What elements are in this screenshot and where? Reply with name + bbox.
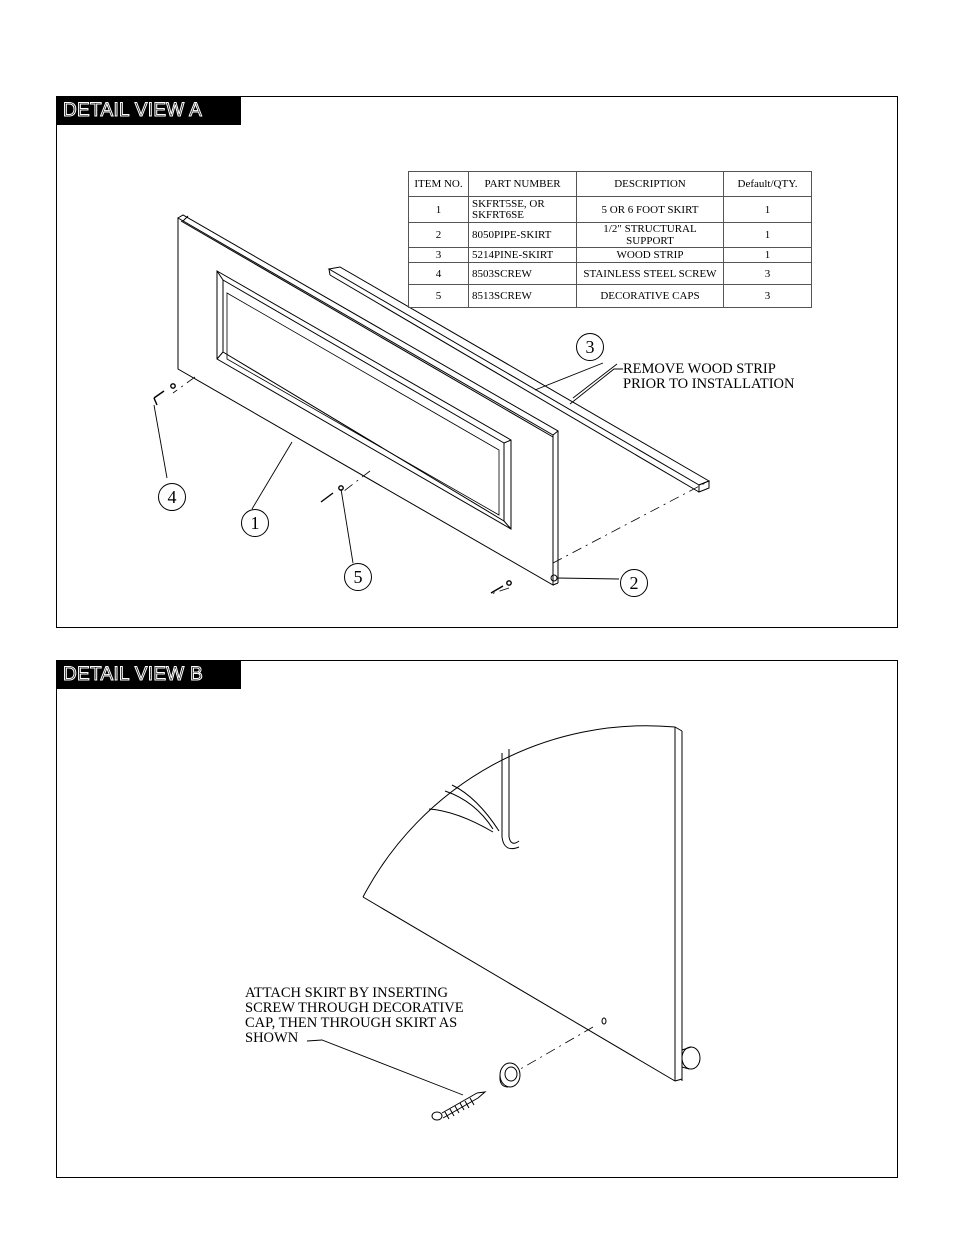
header-item-no: ITEM NO. [409, 172, 469, 197]
parts-table-header [409, 172, 812, 197]
qty-cell: 3 [724, 285, 812, 308]
item-no-cell: 5 [409, 285, 469, 308]
detail-view-a-title: DETAIL VIEW A [63, 100, 203, 121]
item-no-cell: 2 [409, 223, 469, 248]
part-number-cell: 8503SCREW [469, 263, 577, 285]
remove-wood-strip-note: REMOVE WOOD STRIP PRIOR TO INSTALLATION [623, 361, 795, 392]
pipe-end [682, 1047, 700, 1069]
description-cell: STAINLESS STEEL SCREW [577, 263, 724, 285]
part-number-cell: 8050PIPE-SKIRT [469, 223, 577, 248]
screw-attachment-drawing [57, 661, 897, 1177]
screw [432, 1092, 485, 1120]
callout-2: 2 [620, 569, 648, 597]
table-row [409, 248, 812, 263]
decorative-cap [500, 1063, 520, 1087]
callout-3: 3 [576, 333, 604, 361]
qty-cell: 3 [724, 263, 812, 285]
leader-line [307, 1040, 463, 1095]
table-row [409, 285, 812, 308]
table-row [409, 263, 812, 285]
qty-cell: 1 [724, 223, 812, 248]
centerline [517, 1027, 593, 1071]
table-row [409, 197, 812, 223]
description-cell: WOOD STRIP [577, 248, 724, 263]
table-row [409, 223, 812, 248]
description-cell: 1/2" STRUCTURAL SUPPORT [577, 223, 724, 248]
header-description: DESCRIPTION [577, 172, 724, 197]
callout-4: 4 [158, 483, 186, 511]
detail-view-b-panel [56, 660, 898, 1178]
detail-view-a-panel [56, 96, 898, 628]
screw-hole [602, 1018, 606, 1024]
callout-1: 1 [241, 509, 269, 537]
item-no-cell: 4 [409, 263, 469, 285]
callout-5: 5 [344, 563, 372, 591]
item-no-cell: 3 [409, 248, 469, 263]
part-number-cell: 8513SCREW [469, 285, 577, 308]
description-cell: 5 OR 6 FOOT SKIRT [577, 197, 724, 223]
item-no-cell: 1 [409, 197, 469, 223]
qty-cell: 1 [724, 248, 812, 263]
qty-cell: 1 [724, 197, 812, 223]
part-number-cell: 5214PINE-SKIRT [469, 248, 577, 263]
header-part-number: PART NUMBER [469, 172, 577, 197]
header-qty: Default/QTY. [724, 172, 812, 197]
detail-view-b-title: DETAIL VIEW B [63, 664, 204, 685]
description-cell: DECORATIVE CAPS [577, 285, 724, 308]
attach-skirt-note: ATTACH SKIRT BY INSERTING SCREW THROUGH DECORATIVE CAP, THEN THROUGH SKIRT AS SHOWN [245, 985, 464, 1046]
parts-table [408, 171, 812, 308]
part-number-cell: SKFRT5SE, OR SKFRT6SE [469, 197, 577, 223]
